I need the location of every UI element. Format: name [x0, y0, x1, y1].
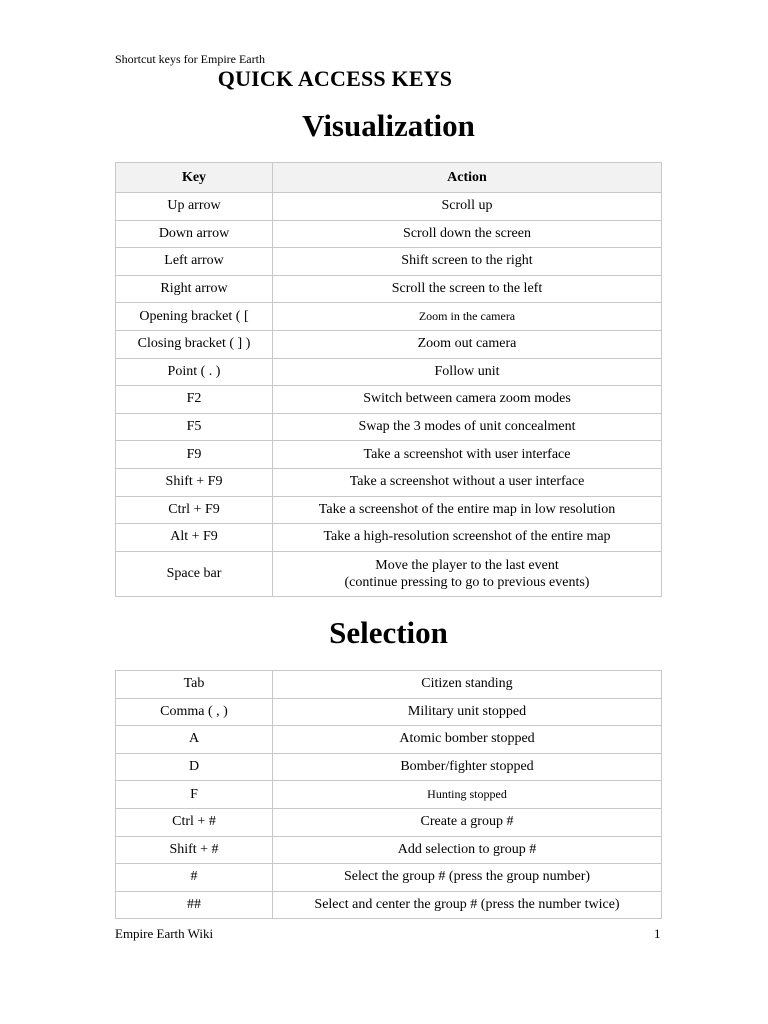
visualization-table: [115, 162, 662, 597]
table-row: [116, 753, 662, 781]
action-cell: Swap the 3 modes of unit concealment: [273, 413, 662, 441]
key-cell: F5: [116, 413, 273, 441]
table-row: [116, 524, 662, 552]
key-cell: Alt + F9: [116, 524, 273, 552]
action-cell: Hunting stopped: [273, 781, 662, 809]
action-cell: Add selection to group #: [273, 836, 662, 864]
key-cell: Down arrow: [116, 220, 273, 248]
table-row: [116, 496, 662, 524]
table-row: [116, 671, 662, 699]
table-row: [116, 441, 662, 469]
table-row: [116, 386, 662, 414]
key-cell: Up arrow: [116, 193, 273, 221]
action-cell: Scroll up: [273, 193, 662, 221]
table-row: [116, 891, 662, 919]
table-row: [116, 303, 662, 331]
action-line: (continue pressing to go to previous events): [344, 574, 590, 590]
selection-table: [115, 670, 662, 919]
action-cell: Military unit stopped: [273, 698, 662, 726]
table-row: [116, 330, 662, 358]
key-cell: Shift + #: [116, 836, 273, 864]
action-cell: Take a high-resolution screenshot of the entire map: [273, 524, 662, 552]
action-cell: Create a group #: [273, 808, 662, 836]
table-row: [116, 193, 662, 221]
action-cell: Take a screenshot with user interface: [273, 441, 662, 469]
section-title-visualization: Visualization: [302, 108, 475, 143]
action-cell: Select and center the group # (press the number twice): [273, 891, 662, 919]
table-row: [116, 808, 662, 836]
action-cell: Scroll down the screen: [273, 220, 662, 248]
key-cell: Ctrl + F9: [116, 496, 273, 524]
table-row: [116, 275, 662, 303]
action-cell: Select the group # (press the group number): [273, 864, 662, 892]
table-row: [116, 698, 662, 726]
key-cell: F2: [116, 386, 273, 414]
table-row: [116, 836, 662, 864]
footer-source: Empire Earth Wiki: [115, 926, 214, 941]
key-cell: Shift + F9: [116, 468, 273, 496]
action-cell: Take a screenshot without a user interface: [273, 468, 662, 496]
key-cell: ##: [116, 891, 273, 919]
table-row: [116, 864, 662, 892]
key-cell: Closing bracket ( ] ): [116, 330, 273, 358]
action-cell: Zoom out camera: [273, 330, 662, 358]
column-header-action: Action: [273, 163, 662, 193]
table-header-row: [116, 163, 662, 193]
key-cell: Point ( . ): [116, 358, 273, 386]
action-cell: Scroll the screen to the left: [273, 275, 662, 303]
key-cell: Left arrow: [116, 248, 273, 276]
table-row: [116, 413, 662, 441]
table-row: [116, 781, 662, 809]
page-number: 1: [654, 926, 661, 941]
action-cell: Switch between camera zoom modes: [273, 386, 662, 414]
key-cell: Opening bracket ( [: [116, 303, 273, 331]
key-cell: Space bar: [116, 551, 273, 596]
key-cell: Tab: [116, 671, 273, 699]
table-row: [116, 726, 662, 754]
key-cell: D: [116, 753, 273, 781]
action-cell: Citizen standing: [273, 671, 662, 699]
action-cell: Shift screen to the right: [273, 248, 662, 276]
section-title-selection: Selection: [329, 615, 448, 650]
key-cell: F: [116, 781, 273, 809]
column-header-key: Key: [116, 163, 273, 193]
key-cell: Right arrow: [116, 275, 273, 303]
action-cell: Follow unit: [273, 358, 662, 386]
table-row: [116, 358, 662, 386]
main-title: QUICK ACCESS KEYS: [217, 66, 453, 91]
document-header: Shortcut keys for Empire Earth: [115, 52, 265, 66]
action-cell: Zoom in the camera: [273, 303, 662, 331]
key-cell: #: [116, 864, 273, 892]
key-cell: A: [116, 726, 273, 754]
key-cell: F9: [116, 441, 273, 469]
action-cell: Take a screenshot of the entire map in low resolution: [273, 496, 662, 524]
action-cell: Atomic bomber stopped: [273, 726, 662, 754]
table-row: [116, 468, 662, 496]
key-cell: Comma ( , ): [116, 698, 273, 726]
table-row: [116, 248, 662, 276]
key-cell: Ctrl + #: [116, 808, 273, 836]
action-cell: Bomber/fighter stopped: [273, 753, 662, 781]
action-line: Move the player to the last event: [375, 557, 559, 573]
action-cell: [273, 551, 662, 596]
table-row: [116, 220, 662, 248]
table-row: [116, 551, 662, 596]
